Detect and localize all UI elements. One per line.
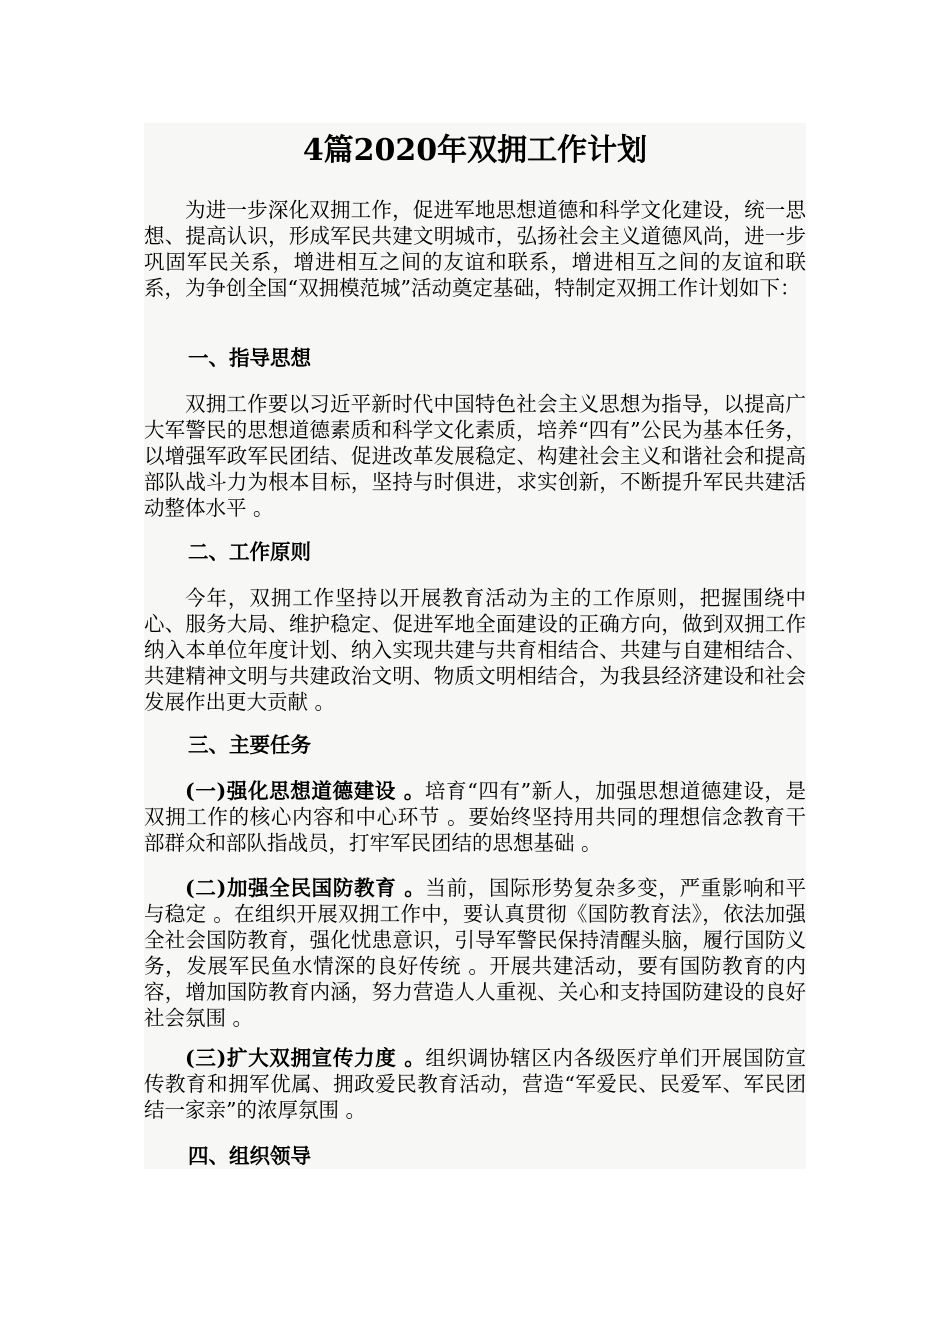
section-heading-work-principles: 二、工作原则 [188, 540, 311, 564]
task-item-3-text: 组织调协辖区内各级医疗单们开展国防宣传教育和拥军优属、拥政爱民教育活动，营造“军爱民、民爱军、军民团结一家亲”的浓厚氛围 。 [144, 1046, 806, 1122]
task-item-2-text: 当前，国际形势复杂多变，严重影响和平与稳定 。在组织开展双拥工作中，要认真贯彻《国防教育法》，依法加强全社会国防教育，强化忧患意识，引导军警民保持清醒头脑，履行国防义务，发展军民鱼水情深的良好传统 。开展共建活动，要有国防教育的内容，增加国防教育内涵，努力营造人人重视、关心和支持国防建设的良好社会氛围 。 [144, 876, 806, 1030]
task-item-2 [144, 875, 806, 1031]
task-item-2-lead: (二)加强全民国防教育 。 [185, 876, 426, 900]
task-item-3-lead: (三)扩大双拥宣传力度 。 [185, 1046, 426, 1070]
task-item-1-text: 培育“四有”新人，加强思想道德建设，是双拥工作的核心内容和中心环节 。要始终坚持用共同的理想信念教育干部群众和部队指战员，打牢军民团结的思想基础 。 [144, 779, 806, 855]
intro-paragraph: 为进一步深化双拥工作，促进军地思想道德和科学文化建设，统一思想、提高认识，形成军民共建文明城市，弘扬社会主义道德风尚，进一步巩固军民关系，增进相互之间的友谊和联系，增进相互之间的友谊和联系，为争创全国“双拥模范城”活动奠定基础，特制定双拥工作计划如下： [144, 198, 806, 300]
section-body-work-principles: 今年，双拥工作坚持以开展教育活动为主的工作原则，把握围绕中心、服务大局、维护稳定、促进军地全面建设的正确方向，做到双拥工作纳入本单位年度计划、纳入实现共建与共育相结合、共建与自建相结合、共建精神文明与共建政治文明、物质文明相结合，为我县经济建设和社会发展作出更大贡献 。 [144, 586, 806, 714]
section-heading-main-tasks: 三、主要任务 [188, 733, 311, 757]
task-item-1-lead: (一)强化思想道德建设 。 [185, 779, 425, 803]
section-body-guiding-ideology: 双拥工作要以习近平新时代中国特色社会主义思想为指导，以提高广大军警民的思想道德素质和科学文化素质，培养“四有”公民为基本任务，以增强军政军民团结、促进改革发展稳定、构建社会主义和谐社会和提高部队战斗力为根本目标，坚持与时俱进，求实创新，不断提升军民共建活动整体水平 。 [144, 392, 806, 520]
document-title: 4篇2020年双拥工作计划 [302, 133, 648, 168]
section-heading-guiding-ideology: 一、指导思想 [188, 346, 311, 370]
task-item-1 [144, 778, 806, 856]
task-item-3 [144, 1045, 806, 1123]
section-heading-organization-leadership: 四、组织领导 [188, 1144, 311, 1168]
